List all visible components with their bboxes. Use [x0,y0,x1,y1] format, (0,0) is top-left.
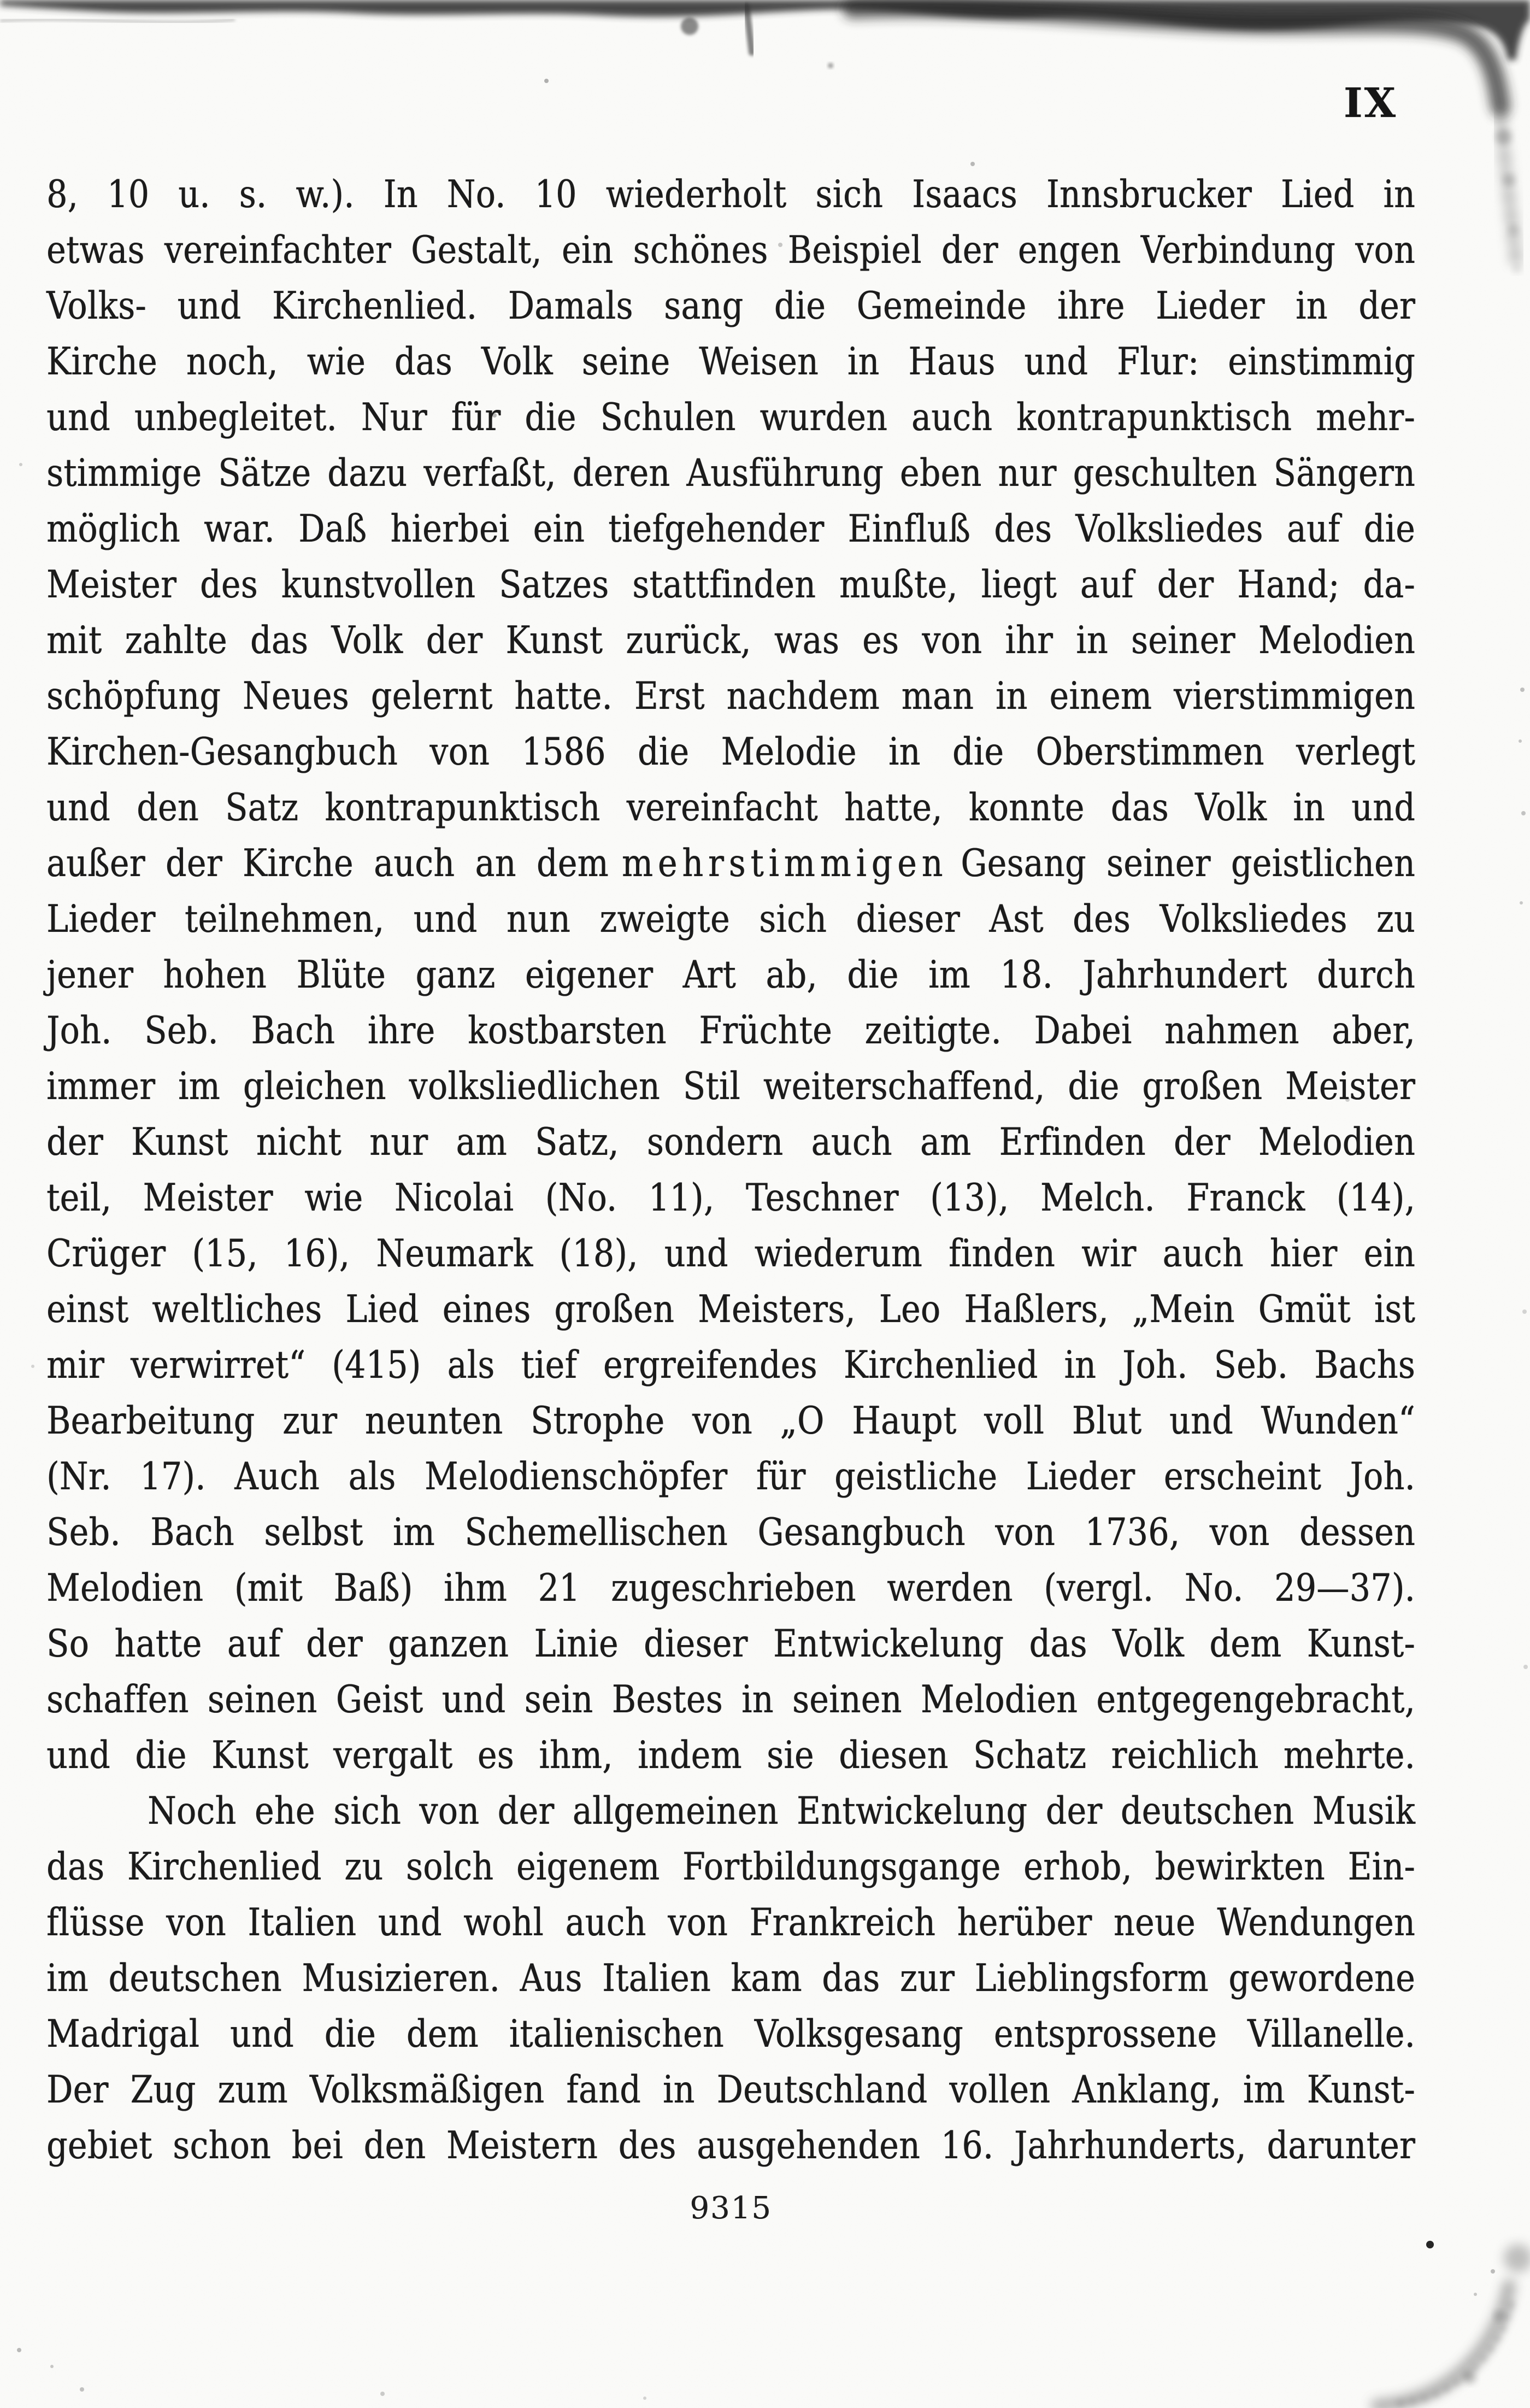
text-line: Meister des kunstvollen Satzes stattfinden mußte, liegt auf der Hand; da- [46,562,1415,607]
page-number: IX [1343,80,1397,127]
text-line: Joh. Seb. Bach ihre kostbarsten Früchte zeitigte. Dabei nahmen aber, [46,1008,1415,1053]
text-segment: Gesang seiner geistlichen [961,841,1415,886]
text-line: jener hohen Blüte ganz eigener Art ab, die im 18. Jahrhundert durch [46,953,1415,997]
text-line: Bearbeitung zur neunten Strophe von „O Haupt voll Blut und Wunden“ [46,1399,1415,1443]
text-line: möglich war. Daß hierbei ein tiefgehender Einfluß des Volksliedes auf die [46,507,1415,551]
text-line: das Kirchenlied zu solch eigenem Fortbildungsgange erhob, bewirkten Ein- [46,1845,1415,1889]
text-line: Kirchen-Gesangbuch von 1586 die Melodie in die Oberstimmen verlegt [46,730,1415,774]
emphasized-word: mehrstimmigen [621,841,948,886]
plate-number: 9315 [690,2190,772,2226]
text-line: Melodien (mit Baß) ihm 21 zugeschrieben werden (vergl. No. 29—37). [46,1566,1415,1611]
text-line: stimmige Sätze dazu verfaßt, deren Ausführung eben nur geschulten Sängern [46,451,1415,496]
text-line: Madrigal und die dem italienischen Volksgesang entsprossene Villanelle. [46,2012,1415,2057]
text-line: und den Satz kontrapunktisch vereinfacht hatte, konnte das Volk in und [46,785,1415,830]
text-line: der Kunst nicht nur am Satz, sondern auch am Erfinden der Melodien [46,1120,1415,1165]
text-line: schaffen seinen Geist und sein Bestes in seinen Melodien entgegengebracht, [46,1677,1415,1722]
text-line: im deutschen Musizieren. Aus Italien kam das zur Lieblingsform gewordene [46,1956,1415,2001]
body-text [46,167,1415,2174]
text-line: und die Kunst vergalt es ihm, indem sie diesen Schatz reichlich mehrte. [46,1733,1415,1778]
text-line: (Nr. 17). Auch als Melodienschöpfer für geistliche Lieder erscheint Joh. [46,1454,1415,1499]
text-line: mit zahlte das Volk der Kunst zurück, was es von ihr in seiner Melodien [46,618,1415,663]
text-line: mir verwirret“ (415) als tief ergreifendes Kirchenlied in Joh. Seb. Bachs [46,1343,1415,1388]
text-line-paragraph-start: Noch ehe sich von der allgemeinen Entwickelung der deutschen Musik [148,1789,1415,1834]
text-line: 8, 10 u. s. w.). In No. 10 wiederholt sich Isaacs Innsbrucker Lied in [46,172,1415,217]
text-line: schöpfung Neues gelernt hatte. Erst nachdem man in einem vierstimmigen [46,674,1415,719]
text-line [46,831,1415,895]
text-line: Volks- und Kirchenlied. Damals sang die Gemeinde ihre Lieder in der [46,284,1415,328]
text-line: gebiet schon bei den Meistern des ausgehenden 16. Jahrhunderts, darunter [46,2123,1415,2168]
text-line: Crüger (15, 16), Neumark (18), und wiederum finden wir auch hier ein [46,1231,1415,1276]
text-line: Lieder teilnehmen, und nun zweigte sich dieser Ast des Volksliedes zu [46,897,1415,942]
text-line: flüsse von Italien und wohl auch von Frankreich herüber neue Wendungen [46,1900,1415,1945]
text-line: So hatte auf der ganzen Linie dieser Entwickelung das Volk dem Kunst- [46,1622,1415,1666]
text-line: Der Zug zum Volksmäßigen fand in Deutschland vollen Anklang, im Kunst- [46,2068,1415,2112]
text-line: Kirche noch, wie das Volk seine Weisen in Haus und Flur: einstimmig [46,339,1415,384]
text-line: Seb. Bach selbst im Schemellischen Gesangbuch von 1736, von dessen [46,1510,1415,1555]
text-line: etwas vereinfachter Gestalt, ein schönes Beispiel der engen Verbindung von [46,228,1415,273]
text-segment: außer der Kirche auch an dem [46,841,609,886]
text-line: einst weltliches Lied eines großen Meisters, Leo Haßlers, „Mein Gmüt ist [46,1287,1415,1332]
text-line: immer im gleichen volksliedlichen Stil weiterschaffend, die großen Meister [46,1064,1415,1109]
text-line: und unbegleitet. Nur für die Schulen wurden auch kontrapunktisch mehr- [46,395,1415,440]
text-line: teil, Meister wie Nicolai (No. 11), Teschner (13), Melch. Franck (14), [46,1176,1415,1220]
